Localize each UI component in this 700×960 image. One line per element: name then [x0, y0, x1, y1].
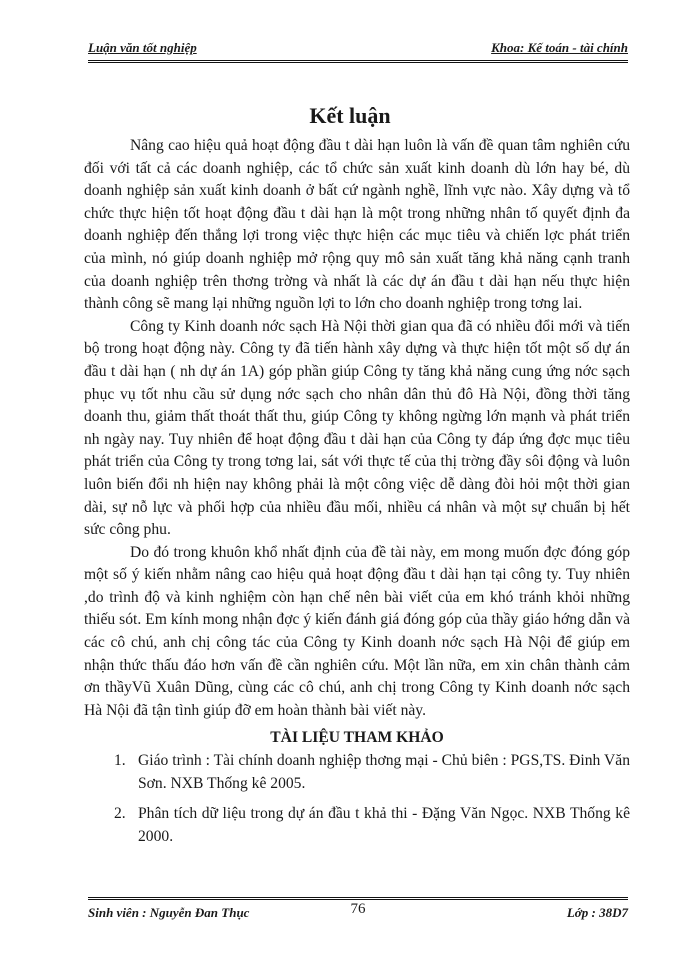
header-thesis-label: Luận văn tốt nghiệp: [88, 40, 197, 55]
running-header: [88, 38, 628, 60]
footer-class-label: Lớp : 38D7: [566, 905, 628, 920]
reference-text: Phân tích dữ liệu trong dự án đầu t khả thi - Đặng Văn Ngọc. NXB Thống kê 2000.: [138, 805, 630, 845]
paragraph: Công ty Kinh doanh nớc sạch Hà Nội thời gian qua đã có nhiều đổi mới và tiến bộ trong hoạt động này. Công ty đã tiến hành xây dựng và thực hiện tốt một số dự án đầu t dài hạn ( nh dự án 1A) góp phần giúp Công ty tăng khả năng cung ứng nớc sạch phục vụ tốt nhu cầu sử dụng nớc sạch cho nhân dân thủ đô Hà Nội, đồng thời tăng doanh thu, giảm thất thoát thất thu, giúp Công ty không ngừng lớn mạnh và phát triển nh ngày nay. Tuy nhiên để hoạt động đầu t dài hạn của Công ty đáp ứng đợc mục tiêu phát triển của Công ty trong tơng lai, sát với thực tế của thị trờng đầy sôi động và luôn luôn biến đổi nh hiện nay không phải là một công việc dễ dàng đòi hỏi một thời gian dài, sự nỗ lực và phối hợp của nhiều đầu mối, nhiều cá nhân và một sự chuẩn bị hết sức công phu.: [84, 317, 630, 539]
reference-number: 2.: [114, 805, 126, 823]
running-footer: [88, 901, 628, 927]
paragraph: Do đó trong khuôn khổ nhất định của đề tài này, em mong muốn đợc đóng góp một số ý kiến nhằm nâng cao hiệu quả hoạt động đầu t dài hạn tại công ty. Tuy nhiên ,do trình độ và kinh nghiệm còn hạn chế nên bài viết của em khó tránh khỏi những thiếu sót. Em kính mong nhận đợc ý kiến đánh giá đóng góp của thầy giáo hớng dẫn và các cô chú, anh chị công tác của Công ty Kinh doanh nớc sạch Hà Nội để giúp em nhận thức thấu đáo hơn vấn đề cần nghiên cứu. Một lần nữa, em xin chân thành cảm ơn thầyVũ Xuân Dũng, cùng các cô chú, anh chị trong Công ty Kinh doanh nớc sạch Hà Nội đã tận tình giúp đỡ em hoàn thành bài viết này.: [84, 543, 630, 719]
footer-rule: [88, 897, 628, 900]
reference-item: [84, 803, 630, 848]
footer-student-label: Sinh viên : Nguyễn Đan Thục: [88, 905, 250, 920]
header-faculty-label: Khoa: Kế toán - tài chính: [491, 40, 628, 55]
reference-item: [84, 750, 630, 795]
document-body: [84, 135, 630, 856]
references-heading: TÀI LIỆU THAM KHẢO: [270, 729, 444, 747]
reference-number: 1.: [114, 752, 126, 770]
header-rule: [88, 60, 628, 63]
page-title: Kết luận: [309, 103, 391, 128]
paragraph: Nâng cao hiệu quả hoạt động đầu t dài hạn luôn là vấn đề quan tâm nghiên cứu đối với tất cả các doanh nghiệp, các tổ chức sản xuất kinh doanh dù lớn hay bé, dù doanh nghiệp sản xuất kinh doanh ở bất cứ ngành nghề, lĩnh vực nào. Xây dựng và tổ chức thực hiện tốt hoạt động đầu t dài hạn là một trong những nhân tố quyết định đa doanh nghiệp đến thắng lợi trong việc thực hiện các mục tiêu và chiến lợc phát triển của mình, nó giúp doanh nghiệp mở rộng quy mô sản xuất tăng khả năng cạnh tranh của doanh nghiệp trên thơng trờng và nhất là các dự án đầu t dài hạn nếu thực hiện thành công sẽ mang lại những nguồn lợi to lớn cho doanh nghiệp trong tơng lai.: [84, 137, 630, 313]
page-number: 76: [350, 901, 366, 917]
reference-text: Giáo trình : Tài chính doanh nghiệp thơng mại - Chủ biên : PGS,TS. Đinh Văn Sơn. NXB Thống kê 2005.: [138, 752, 630, 792]
references-list: [84, 750, 630, 848]
